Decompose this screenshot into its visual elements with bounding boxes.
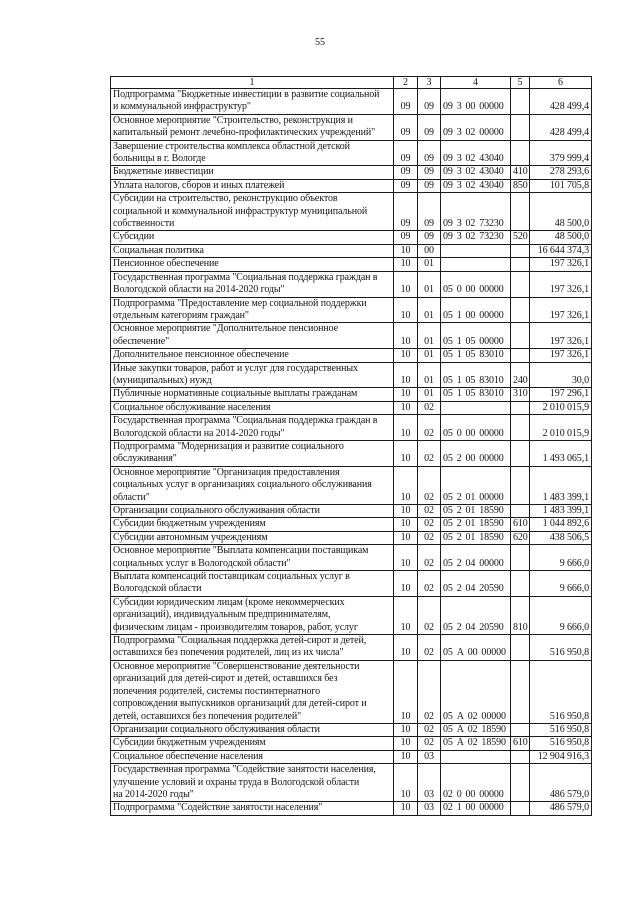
description-line: Субсидии юридическим лицам (кроме некоммерческих <box>113 596 345 608</box>
expense-type-code <box>511 466 530 504</box>
amount-value: 438 506,5 <box>530 531 592 544</box>
description-line: больницы в г. Вологде <box>113 153 206 165</box>
amount-value: 48 500,0 <box>530 193 592 231</box>
description-line: оставшихся без попечения родителей, лиц из их числа" <box>113 647 344 659</box>
subsection-code: 02 <box>418 415 441 441</box>
row-description <box>111 349 394 362</box>
table-row <box>111 440 592 466</box>
description-line: Подпрограмма "Содействие занятости населения" <box>113 802 323 814</box>
expense-type-code <box>511 244 530 257</box>
description-line: Публичные нормативные социальные выплаты гражданам <box>113 388 358 400</box>
table-row <box>111 545 592 571</box>
description-line: Вологодской области на 2014-2020 годы" <box>113 284 285 296</box>
amount-value: 516 950,8 <box>530 660 592 723</box>
table-row <box>111 362 592 388</box>
table-row <box>111 258 592 271</box>
section-code: 10 <box>394 802 418 815</box>
amount-value: 1 493 065,1 <box>530 440 592 466</box>
description-line: и коммунальной инфраструктур" <box>113 101 251 113</box>
subsection-code: 01 <box>418 271 441 297</box>
row-description <box>111 388 394 401</box>
amount-value: 428 499,4 <box>530 89 592 115</box>
description-line: на 2014-2020 годы" <box>113 788 194 800</box>
target-article-code: 05 2 04 00000 <box>441 545 511 571</box>
section-code: 10 <box>394 531 418 544</box>
subsection-code: 02 <box>418 635 441 661</box>
description-line: Подпрограмма "Модернизация и развитие социального <box>113 440 344 452</box>
expense-type-code: 850 <box>511 179 530 192</box>
table-row <box>111 401 592 414</box>
target-article-code: 05 А 00 00000 <box>441 635 511 661</box>
subsection-code: 02 <box>418 518 441 531</box>
target-article-code: 05 2 04 20590 <box>441 571 511 597</box>
row-description <box>111 440 394 466</box>
column-number-2: 2 <box>394 77 418 89</box>
description-line: отдельным категориям граждан" <box>113 309 249 321</box>
expense-type-code: 810 <box>511 596 530 634</box>
table-body <box>111 89 592 816</box>
target-article-code <box>441 258 511 271</box>
description-line: области" <box>113 491 150 503</box>
expense-type-code <box>511 440 530 466</box>
subsection-code: 09 <box>418 231 441 244</box>
section-code: 10 <box>394 297 418 323</box>
expense-type-code <box>511 297 530 323</box>
expense-type-code <box>511 505 530 518</box>
table-row <box>111 505 592 518</box>
target-article-code: 05 0 00 00000 <box>441 415 511 441</box>
expense-type-code <box>511 635 530 661</box>
row-description <box>111 166 394 179</box>
subsection-code: 02 <box>418 723 441 736</box>
description-line: Выплата компенсаций поставщикам социальных услуг в <box>113 571 350 583</box>
description-line: собственности <box>113 218 175 230</box>
row-description <box>111 518 394 531</box>
section-code: 10 <box>394 635 418 661</box>
description-line: сопровождения выпускников организаций для детей-сирот и <box>113 698 367 710</box>
table-row <box>111 166 592 179</box>
subsection-code: 09 <box>418 179 441 192</box>
row-description <box>111 231 394 244</box>
description-line: Основное мероприятие "Совершенствование деятельности <box>113 660 360 672</box>
expense-type-code <box>511 750 530 763</box>
section-code: 09 <box>394 89 418 115</box>
description-line: Государственная программа "Содействие занятости населения, <box>113 764 376 776</box>
subsection-code: 01 <box>418 349 441 362</box>
section-code: 10 <box>394 505 418 518</box>
row-description <box>111 89 394 115</box>
subsection-code: 02 <box>418 660 441 723</box>
description-line: Пенсионное обеспечение <box>113 258 219 270</box>
column-number-4: 4 <box>441 77 511 89</box>
target-article-code: 05 2 01 18590 <box>441 518 511 531</box>
expense-type-code <box>511 401 530 414</box>
expense-type-code <box>511 140 530 166</box>
target-article-code <box>441 244 511 257</box>
expense-type-code <box>511 323 530 349</box>
target-article-code: 05 А 02 00000 <box>441 660 511 723</box>
row-description <box>111 545 394 571</box>
row-description <box>111 505 394 518</box>
amount-value: 486 579,0 <box>530 764 592 802</box>
expense-type-code <box>511 415 530 441</box>
amount-value: 516 950,8 <box>530 737 592 750</box>
expense-type-code <box>511 193 530 231</box>
row-description <box>111 415 394 441</box>
expense-type-code <box>511 802 530 815</box>
expense-type-code: 520 <box>511 231 530 244</box>
description-line: Организации социального обслуживания области <box>113 723 320 735</box>
description-line: Субсидии автономным учреждениям <box>113 531 268 543</box>
table-row <box>111 271 592 297</box>
description-line: Дополнительное пенсионное обеспечение <box>113 349 289 361</box>
target-article-code: 05 А 02 18590 <box>441 723 511 736</box>
description-line: Бюджетные инвестиции <box>113 166 214 178</box>
amount-value: 2 010 015,9 <box>530 401 592 414</box>
description-line: Вологодской области <box>113 583 202 595</box>
amount-value: 9 666,0 <box>530 596 592 634</box>
description-line: Подпрограмма "Бюджетные инвестиции в развитие социальной <box>113 89 380 100</box>
section-code: 10 <box>394 723 418 736</box>
target-article-code: 05 2 01 00000 <box>441 466 511 504</box>
expense-type-code <box>511 114 530 140</box>
subsection-code: 09 <box>418 166 441 179</box>
description-line: социальной и коммунальной инфраструктур муниципальной <box>113 205 368 217</box>
target-article-code: 09 3 02 00000 <box>441 114 511 140</box>
target-article-code: 05 2 00 00000 <box>441 440 511 466</box>
target-article-code <box>441 401 511 414</box>
section-code: 10 <box>394 571 418 597</box>
table-row <box>111 140 592 166</box>
amount-value: 379 999,4 <box>530 140 592 166</box>
amount-value: 1 483 399,1 <box>530 505 592 518</box>
table-row <box>111 388 592 401</box>
description-line: Субсидии <box>113 231 155 243</box>
description-line: социальных услуг в Вологодской области" <box>113 557 291 569</box>
subsection-code: 01 <box>418 258 441 271</box>
row-description <box>111 635 394 661</box>
expense-type-code <box>511 89 530 115</box>
column-number-1: 1 <box>111 77 394 89</box>
table-row <box>111 231 592 244</box>
section-code: 09 <box>394 231 418 244</box>
description-line: физическим лицам - производителям товаров, работ, услуг <box>113 621 358 633</box>
section-code: 10 <box>394 401 418 414</box>
section-code: 10 <box>394 258 418 271</box>
amount-value: 516 950,8 <box>530 723 592 736</box>
description-line: (муниципальных) нужд <box>113 374 212 386</box>
table-row <box>111 531 592 544</box>
description-line: Основное мероприятие "Дополнительное пенсионное <box>113 323 338 335</box>
amount-value: 9 666,0 <box>530 545 592 571</box>
amount-value: 9 666,0 <box>530 571 592 597</box>
description-line: Основное мероприятие "Выплата компенсации поставщикам <box>113 545 369 557</box>
subsection-code: 01 <box>418 388 441 401</box>
table-header-row <box>111 77 592 89</box>
target-article-code: 02 0 00 00000 <box>441 764 511 802</box>
target-article-code: 09 3 02 73230 <box>441 231 511 244</box>
row-description <box>111 660 394 723</box>
target-article-code: 05 2 01 18590 <box>441 505 511 518</box>
expense-type-code: 240 <box>511 362 530 388</box>
amount-value: 197 326,1 <box>530 258 592 271</box>
description-line: Уплата налогов, сборов и иных платежей <box>113 179 285 191</box>
subsection-code: 02 <box>418 531 441 544</box>
description-line: обслуживания" <box>113 453 177 465</box>
section-code: 10 <box>394 518 418 531</box>
target-article-code: 05 2 04 20590 <box>441 596 511 634</box>
target-article-code: 05 1 05 83010 <box>441 388 511 401</box>
description-line: Вологодской области на 2014-2020 годы" <box>113 427 285 439</box>
row-description <box>111 401 394 414</box>
subsection-code: 09 <box>418 89 441 115</box>
description-line: Субсидии бюджетным учреждениям <box>113 737 266 749</box>
row-description <box>111 244 394 257</box>
table-row <box>111 179 592 192</box>
description-line: Иные закупки товаров, работ и услуг для государственных <box>113 362 358 374</box>
amount-value: 428 499,4 <box>530 114 592 140</box>
row-description <box>111 737 394 750</box>
row-description <box>111 193 394 231</box>
expense-type-code <box>511 258 530 271</box>
subsection-code: 02 <box>418 401 441 414</box>
table-header <box>111 77 592 89</box>
description-line: Социальное обеспечение населения <box>113 750 263 762</box>
description-line: Основное мероприятие "Организация предоставления <box>113 466 340 478</box>
expense-type-code: 610 <box>511 518 530 531</box>
target-article-code: 09 3 02 73230 <box>441 193 511 231</box>
description-line: Субсидии бюджетным учреждениям <box>113 518 266 530</box>
table-row <box>111 750 592 763</box>
expense-type-code: 310 <box>511 388 530 401</box>
section-code: 10 <box>394 440 418 466</box>
subsection-code: 02 <box>418 596 441 634</box>
target-article-code: 05 1 05 83010 <box>441 349 511 362</box>
amount-value: 278 293,6 <box>530 166 592 179</box>
target-article-code <box>441 750 511 763</box>
description-line: организаций для детей-сирот и детей, оставшихся без <box>113 673 338 685</box>
expense-type-code <box>511 723 530 736</box>
expense-type-code <box>511 660 530 723</box>
section-code: 10 <box>394 388 418 401</box>
expense-type-code <box>511 349 530 362</box>
description-line: Подпрограмма "Социальная поддержка детей-сирот и детей, <box>113 635 367 647</box>
expense-type-code: 610 <box>511 737 530 750</box>
subsection-code: 01 <box>418 323 441 349</box>
amount-value: 1 044 892,6 <box>530 518 592 531</box>
section-code: 10 <box>394 362 418 388</box>
subsection-code: 09 <box>418 114 441 140</box>
subsection-code: 01 <box>418 297 441 323</box>
subsection-code: 03 <box>418 802 441 815</box>
row-description <box>111 297 394 323</box>
table-row <box>111 415 592 441</box>
subsection-code: 02 <box>418 440 441 466</box>
target-article-code: 05 1 05 00000 <box>441 323 511 349</box>
description-line: детей, оставшихся без попечения родителей" <box>113 710 302 722</box>
subsection-code: 02 <box>418 545 441 571</box>
section-code: 10 <box>394 596 418 634</box>
description-line: социальных услуг в организациях социального обслуживания <box>113 479 372 491</box>
section-code: 10 <box>394 244 418 257</box>
table-row <box>111 349 592 362</box>
amount-value: 16 644 374,3 <box>530 244 592 257</box>
table-row <box>111 596 592 634</box>
description-line: Субсидии на строительство, реконструкцию объектов <box>113 193 338 205</box>
row-description <box>111 802 394 815</box>
row-description <box>111 114 394 140</box>
subsection-code: 01 <box>418 362 441 388</box>
section-code: 10 <box>394 349 418 362</box>
row-description <box>111 140 394 166</box>
row-description <box>111 271 394 297</box>
table-row <box>111 297 592 323</box>
section-code: 10 <box>394 466 418 504</box>
amount-value: 12 904 916,3 <box>530 750 592 763</box>
column-number-6: 6 <box>530 77 592 89</box>
description-line: Завершение строительства комплекса областной детской <box>113 140 350 152</box>
row-description <box>111 323 394 349</box>
row-description <box>111 531 394 544</box>
section-code: 10 <box>394 415 418 441</box>
amount-value: 197 326,1 <box>530 297 592 323</box>
target-article-code: 05 1 05 83010 <box>441 362 511 388</box>
subsection-code: 02 <box>418 737 441 750</box>
row-description <box>111 750 394 763</box>
description-line: Основное мероприятие "Строительство, реконструкция и <box>113 114 353 126</box>
row-description <box>111 596 394 634</box>
target-article-code: 02 1 00 00000 <box>441 802 511 815</box>
expense-type-code <box>511 571 530 597</box>
table-row <box>111 466 592 504</box>
table-row <box>111 764 592 802</box>
amount-value: 197 296,1 <box>530 388 592 401</box>
table-row <box>111 518 592 531</box>
table-row <box>111 571 592 597</box>
subsection-code: 09 <box>418 193 441 231</box>
target-article-code: 09 3 02 43040 <box>441 166 511 179</box>
target-article-code: 09 3 02 43040 <box>441 140 511 166</box>
row-description <box>111 466 394 504</box>
target-article-code: 05 1 00 00000 <box>441 297 511 323</box>
column-number-5: 5 <box>511 77 530 89</box>
row-description <box>111 764 394 802</box>
row-description <box>111 571 394 597</box>
subsection-code: 03 <box>418 764 441 802</box>
section-code: 09 <box>394 140 418 166</box>
target-article-code: 05 2 01 18590 <box>441 531 511 544</box>
section-code: 10 <box>394 737 418 750</box>
description-line: Социальное обслуживание населения <box>113 401 271 413</box>
amount-value: 1 483 399,1 <box>530 466 592 504</box>
expense-type-code <box>511 271 530 297</box>
section-code: 10 <box>394 750 418 763</box>
target-article-code: 05 А 02 18590 <box>441 737 511 750</box>
table-row <box>111 323 592 349</box>
table-row <box>111 635 592 661</box>
description-line: капитальный ремонт лечебно-профилактических учреждений" <box>113 127 376 139</box>
subsection-code: 09 <box>418 140 441 166</box>
section-code: 09 <box>394 166 418 179</box>
section-code: 09 <box>394 114 418 140</box>
amount-value: 48 500,0 <box>530 231 592 244</box>
expense-type-code: 410 <box>511 166 530 179</box>
description-line: Государственная программа "Социальная поддержка граждан в <box>113 415 378 427</box>
section-code: 10 <box>394 323 418 349</box>
table-row <box>111 723 592 736</box>
table-row <box>111 114 592 140</box>
section-code: 10 <box>394 271 418 297</box>
expense-type-code <box>511 764 530 802</box>
description-line: организаций), индивидуальным предпринимателям, <box>113 609 331 621</box>
amount-value: 2 010 015,9 <box>530 415 592 441</box>
section-code: 09 <box>394 179 418 192</box>
row-description <box>111 362 394 388</box>
row-description <box>111 179 394 192</box>
section-code: 10 <box>394 764 418 802</box>
table-row <box>111 660 592 723</box>
subsection-code: 02 <box>418 466 441 504</box>
subsection-code: 03 <box>418 750 441 763</box>
amount-value: 197 326,1 <box>530 271 592 297</box>
description-line: Подпрограмма "Предоставление мер социальной поддержки <box>113 297 367 309</box>
section-code: 10 <box>394 545 418 571</box>
description-line: обеспечение" <box>113 335 170 347</box>
subsection-code: 00 <box>418 244 441 257</box>
table-row <box>111 193 592 231</box>
expense-type-code <box>511 545 530 571</box>
subsection-code: 02 <box>418 571 441 597</box>
row-description <box>111 258 394 271</box>
target-article-code: 09 3 02 43040 <box>441 179 511 192</box>
subsection-code: 02 <box>418 505 441 518</box>
column-number-3: 3 <box>418 77 441 89</box>
description-line: Организации социального обслуживания области <box>113 505 320 516</box>
row-description <box>111 723 394 736</box>
amount-value: 197 326,1 <box>530 323 592 349</box>
target-article-code: 05 0 00 00000 <box>441 271 511 297</box>
expense-type-code: 620 <box>511 531 530 544</box>
amount-value: 197 326,1 <box>530 349 592 362</box>
description-line: попечения родителей, системы постинтернатного <box>113 685 321 697</box>
budget-table <box>110 76 592 816</box>
description-line: улучшение условий и охраны труда в Вологодской области <box>113 776 360 788</box>
target-article-code: 09 3 00 00000 <box>441 89 511 115</box>
description-line: Социальная политика <box>113 244 204 256</box>
amount-value: 101 705,8 <box>530 179 592 192</box>
section-code: 09 <box>394 193 418 231</box>
table-row <box>111 89 592 115</box>
table-row <box>111 737 592 750</box>
page-number: 55 <box>315 37 325 48</box>
amount-value: 30,0 <box>530 362 592 388</box>
amount-value: 486 579,0 <box>530 802 592 815</box>
amount-value: 516 950,8 <box>530 635 592 661</box>
table-row <box>111 802 592 815</box>
section-code: 10 <box>394 660 418 723</box>
description-line: Государственная программа "Социальная поддержка граждан в <box>113 271 378 283</box>
table-row <box>111 244 592 257</box>
